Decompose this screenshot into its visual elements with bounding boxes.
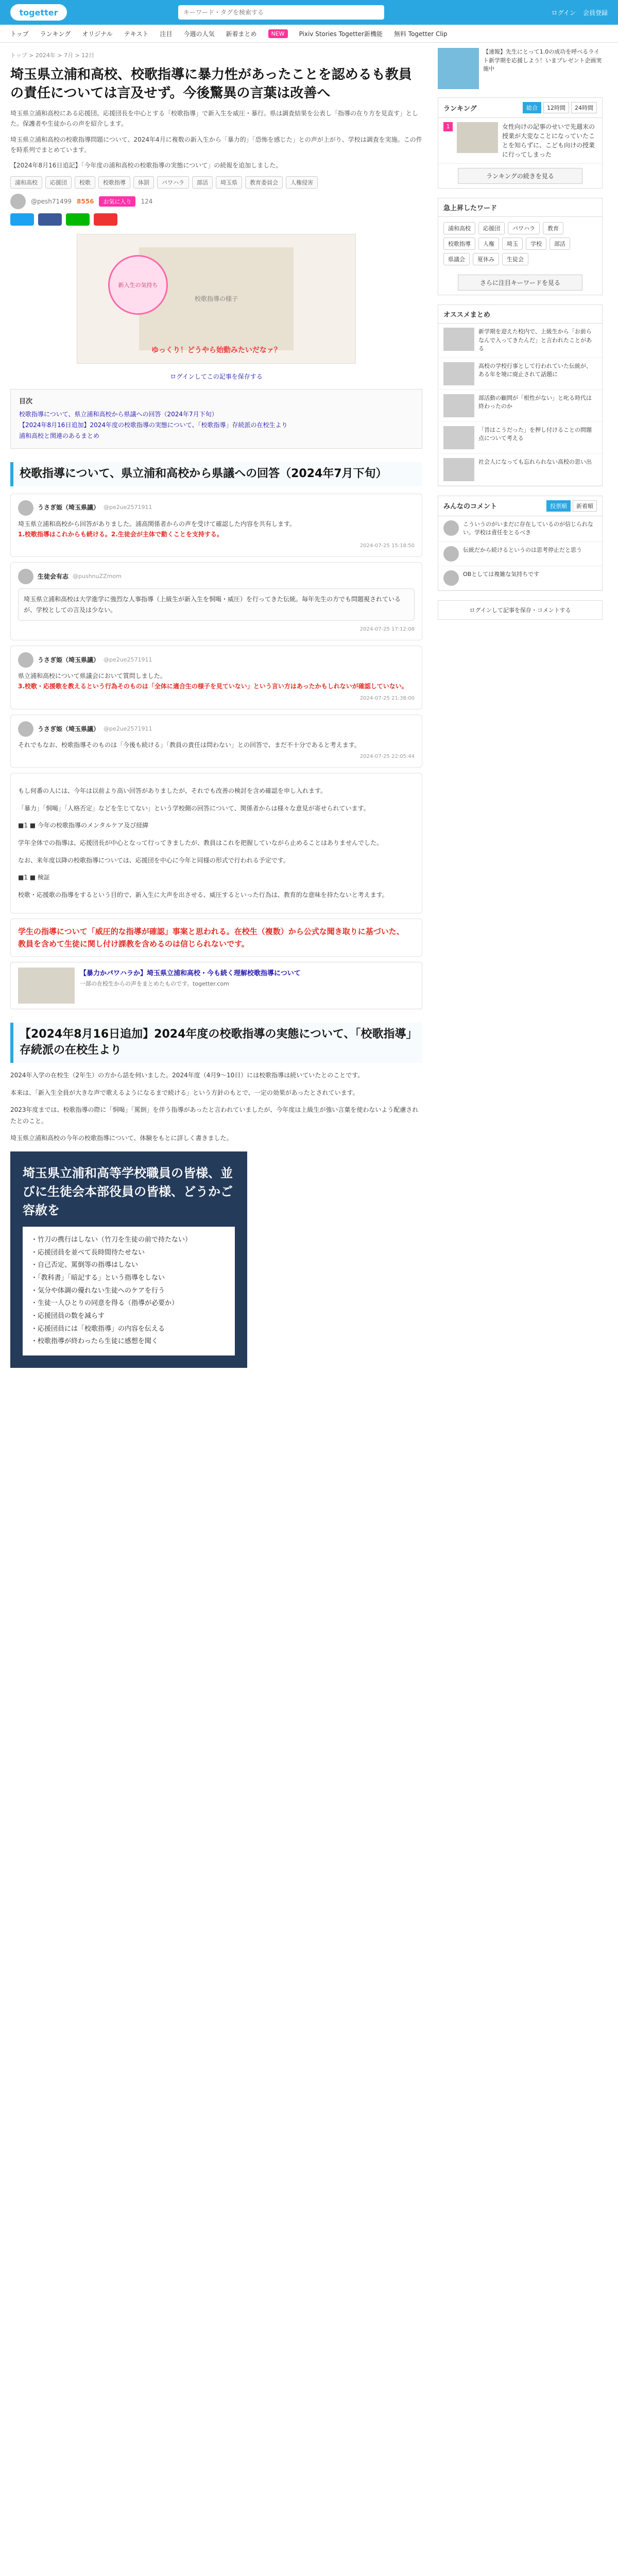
paragraph: 本来は、「新入生全員が大きな声で歌えるようになるまで続ける」という方針のもとで、一定の効果があったとされています。 (10, 1089, 359, 1096)
tweet-card (10, 715, 422, 768)
recommend-item[interactable] (438, 454, 602, 486)
tag-item[interactable]: 校歌指導 (98, 176, 130, 189)
comment-text: 伝統だから続けるというのは思考停止だと思う (463, 546, 582, 553)
comment-item (438, 516, 602, 542)
ranking-more-button[interactable]: ランキングの続きを見る (458, 168, 582, 184)
recommend-thumbnail (443, 394, 474, 417)
tag-item[interactable]: 応援団 (478, 222, 505, 234)
login-link[interactable]: ログイン (551, 9, 576, 16)
tweet-handle[interactable]: @pushnuZZmom (73, 572, 122, 580)
recommend-text: 高校の学校行事として行われていた伝統が、ある年を境に廃止されて話題に (478, 362, 592, 378)
notice-list (23, 1227, 235, 1355)
recommend-panel (438, 304, 603, 486)
article-meta (10, 194, 422, 209)
rank-title: 女性向けの記事のせいで先週末の授業が大変なことになっていたことを知らずに、こども向けの授業に行ってしまった (502, 123, 595, 158)
notice-item: ・自己否定、罵倒等の指導はしない (31, 1261, 139, 1269)
tags-title: 急上昇したワード (443, 205, 497, 212)
tweet-card (10, 494, 422, 557)
notice-image (10, 1151, 247, 1368)
login-box[interactable]: ログインして記事を保存・コメントする (438, 600, 603, 620)
tweet-time[interactable]: 2024-07-25 21:38:00 (359, 695, 415, 701)
recommend-thumbnail (443, 328, 474, 351)
tag-list (10, 176, 422, 189)
comment-item (438, 542, 602, 566)
recommend-item[interactable] (438, 358, 602, 390)
tweet-text: 埼玉県立浦和高校は大学進学に強烈な人事指導（上級生が新入生を恫喝・威圧）を行ってきた伝統。毎年先生の方でも問題視されているが、学校としての言及は少ない。 (24, 596, 401, 614)
tweet-user[interactable]: うさぎ姫（埼玉県議） (38, 656, 100, 664)
toc-item[interactable]: 浦和高校と関連のあるまとめ (19, 432, 100, 439)
hero-caption: ゆっくり！どうやら始動みたいだなァ？ (151, 346, 281, 354)
tag-item[interactable]: パワハラ (508, 222, 540, 234)
main-nav (0, 25, 618, 43)
account-links (552, 8, 608, 17)
tweet-user[interactable]: 生徒会有志 (38, 573, 69, 581)
toc-heading: 目次 (19, 397, 33, 405)
tag-item[interactable]: 学校 (526, 238, 546, 250)
recommend-text: 「昔はこうだった」を押し付けることの問題点について考える (478, 426, 592, 442)
tweet-card (10, 646, 422, 709)
tags-more-button[interactable]: さらに注目キーワードを見る (458, 275, 582, 291)
comments-panel (438, 496, 603, 591)
tab-newest[interactable]: 新着順 (573, 500, 597, 512)
tweet-time[interactable]: 2024-07-25 17:12:08 (359, 626, 415, 633)
tab-votes[interactable]: 投票順 (546, 500, 571, 512)
facebook-share-icon[interactable] (38, 213, 62, 226)
card-desc: 一部の在校生からの声をまとめたものです。togetter.com (80, 980, 229, 988)
tweet-user[interactable]: うさぎ姫（埼玉県議） (38, 725, 100, 733)
notice-title: 埼玉県立浦和高等学校職員の皆様、並びに生徒会本部役員の皆様、どうかご容赦を (23, 1165, 233, 1217)
avatar[interactable] (18, 721, 33, 737)
tweet-time[interactable]: 2024-07-25 15:18:50 (359, 543, 415, 549)
paragraph: 2024年入学の在校生（2年生）の方から話を伺いました。2024年度（4月9～10日）には校歌指導は続いていたとのことです。 (10, 1072, 364, 1079)
comment-item (438, 566, 602, 590)
nav-item-text[interactable]: テキスト (124, 30, 149, 38)
paragraph-heading: ■1 ■ 今年の校歌指導のメンタルケア及び経緯 (18, 822, 149, 829)
recommend-text: 社会人になっても忘れられない高校の思い出 (478, 458, 592, 465)
favorite-count: 124 (141, 197, 153, 205)
rank-number: 1 (443, 122, 453, 131)
nav-item-new[interactable]: 新着まとめ (226, 30, 257, 38)
notice-item: ・生徒一人ひとりの同意を得る（指導が必要か） (31, 1299, 179, 1308)
recommend-item[interactable] (438, 324, 602, 358)
tweet-highlight: 1.校歌指導はこれからも続ける。2.生徒会が主体で動くことを支持する。 (18, 530, 223, 538)
search-input[interactable] (178, 5, 384, 20)
section2-text (10, 1070, 422, 1144)
tag-item[interactable]: 夏休み (473, 253, 499, 265)
paragraph-heading: ■1 ■ 検証 (18, 874, 50, 882)
tag-item[interactable]: 人権 (478, 238, 499, 250)
avatar[interactable] (443, 546, 459, 562)
quoted-tweet[interactable] (18, 588, 415, 621)
tweet-user[interactable]: うさぎ姫（埼玉県議） (38, 504, 100, 512)
tag-item[interactable]: 教育 (543, 222, 563, 234)
recommend-thumbnail (443, 362, 474, 385)
author-avatar[interactable] (10, 194, 26, 209)
tweet-card (10, 562, 422, 640)
twitter-share-icon[interactable] (10, 213, 34, 226)
nav-premium[interactable]: Pixiv Stories Togetter新機能 (299, 30, 383, 38)
promo-text: 【速報】先生にとって1.0の成功を呼べるライト新学期を応援しよう！いまプレゼント企画実施中 (483, 48, 602, 72)
register-link[interactable]: 会員登録 (582, 9, 608, 16)
hero-bubble: 新入生の気持ち (108, 255, 168, 315)
nav-item-weekly[interactable]: 今週の人気 (183, 30, 215, 38)
highlight-text: 学生の指導について「威圧的な指導が確認」事案と思われる。在校生（複数）から公式な聞き取りに基づいた、 (18, 927, 404, 937)
avatar[interactable] (18, 500, 33, 516)
nav-item-top[interactable]: トップ (10, 30, 29, 38)
notice-item: ・応援団員の数を減らす (31, 1312, 105, 1320)
paragraph: なお、来年度以降の校歌指導については、応援団を中心に今年と同様の形式で行われる予定です。 (18, 856, 289, 864)
highlight-text-2: 教員を含めて生徒に関し付け課教を含めるのは信じられないです。 (18, 939, 249, 949)
section-heading: 【2024年8月16日追加】2024年度の校歌指導の実態について、「校歌指導」存続派の在校生より (10, 1023, 422, 1063)
notice-item: ・竹刀の携行はしない（竹刀を生徒の前で持たない） (31, 1235, 192, 1244)
table-of-contents (10, 389, 422, 449)
avatar[interactable] (443, 570, 459, 586)
comment-text: OBとしては複雑な気持ちです (463, 570, 540, 578)
article-lead-3: 【2024年8月16日追記】「今年度の浦和高校の校歌指導の実態について」の続報を追加しました。 (10, 162, 282, 170)
comment-text: こういうのがいまだに存在しているのが信じられない。学校は責任をとるべき (463, 520, 593, 536)
hero-image (77, 234, 356, 364)
tag-item[interactable]: 教育委員会 (245, 176, 283, 189)
notice-item: ・応援団員を並べて長時間待たせない (31, 1248, 145, 1257)
hero-photo: 校歌指導の様子 (139, 247, 294, 350)
paragraph: 埼玉県立浦和高校の今年の校歌指導について、体験をもとに詳しく書きました。 (10, 1134, 233, 1142)
tweet-handle[interactable]: @pe2ue2571911 (104, 504, 152, 511)
paragraph: 学年全体での指導は、応援団長が中心となって行ってきましたが、教員はこれを把握していながら止めることはありませんでした。 (18, 839, 383, 847)
toc-item[interactable]: 校歌指導について、県立浦和高校から県議への回答（2024年7月下旬） (19, 410, 218, 418)
paragraph: もし何番の人には、今年は以前より高い回答がありましたが、それでも改善の検討を含め確認を申し入れます。 (18, 787, 327, 795)
nav-clip[interactable]: 無料 Togetter Clip (393, 30, 448, 38)
tag-item[interactable]: 浦和高校 (443, 222, 475, 234)
tag-item[interactable]: 応援団 (45, 176, 72, 189)
tag-item[interactable]: 体罰 (133, 176, 154, 189)
tweet-text: 県立浦和高校について県議会において質問しました。 (18, 672, 166, 680)
tweet-highlight: 3.校歌・応援歌を教えるという行為そのものは「全体に適合生の様子を見ていない」という言い方はあったかもしれないが確認していない。 (18, 683, 408, 690)
article-lead-2: 埼玉県立浦和高校の校歌指導問題について、2024年4月に複数の新入生から「暴力的」「恐怖を感じた」との声が上がり、学校は調査を実施。この件を時系列でまとめています。 (10, 135, 422, 154)
line-share-icon[interactable] (66, 213, 90, 226)
section-heading: 校歌指導について、県立浦和高校から県議への回答（2024年7月下旬） (10, 462, 422, 486)
breadcrumb[interactable]: トップ > 2024年 > 7月 > 12日 (10, 52, 95, 59)
tag-item[interactable]: 人権侵害 (286, 176, 318, 189)
card-title[interactable]: 【暴力かパワハラか】埼玉県立浦和高校・今も続く理解校歌指導について (80, 970, 301, 978)
paragraph: 校歌・応援歌の指導をするという目的で、新入生に大声を出させる、威圧するといった行為は、教育的な意味を持たないと考えます。 (18, 891, 388, 899)
tag-item[interactable]: 浦和高校 (10, 176, 42, 189)
paragraph: 2023年度までは、校歌指導の際に「恫喝」「罵倒」を伴う指導があったと言われていましたが、今年度は上級生が強い言葉を使わないよう配慮されたとのこと。 (10, 1106, 419, 1125)
nav-item-featured[interactable]: 注目 (160, 30, 173, 38)
link-card[interactable] (10, 962, 422, 1009)
tag-item[interactable]: 生徒会 (502, 253, 528, 265)
long-text-block (10, 773, 422, 913)
hatena-share-icon[interactable] (94, 213, 117, 226)
save-login-link[interactable]: ログインしてこの記事を保存する (170, 372, 263, 380)
ranking-title: ランキング (443, 105, 477, 113)
ranking-item[interactable] (438, 118, 602, 164)
sidebar (438, 48, 603, 1375)
nav-item-ranking[interactable]: ランキング (40, 30, 71, 38)
recommend-item[interactable] (438, 422, 602, 454)
tags-panel (438, 198, 603, 295)
favorite-button[interactable]: お気に入り (99, 196, 135, 207)
tweet-text: それでもなお、校歌指導そのものは「今後も続ける」「教員の責任は問わない」との回答で、まだ不十分であると考えます。 (18, 741, 360, 749)
comments-title: みんなのコメント (443, 503, 497, 511)
recommend-text: 新学期を迎えた校内で、上級生から「お前らなんで入ってきたんだ」と言われたことがある (478, 328, 592, 352)
tag-item[interactable]: 県議会 (443, 253, 470, 265)
notice-item: ・応援団員には「校歌指導」の内容を伝える (31, 1325, 165, 1333)
author-handle[interactable]: @pesh71499 (31, 197, 72, 205)
page-title: 埼玉県立浦和高校、校歌指導に暴力性があったことを認めるも教員の責任については言及せず。今後驚異の言葉は改善へ (10, 67, 412, 101)
notice-item: ・校歌指導が終わったら生徒に感想を聞く (31, 1337, 158, 1346)
avatar[interactable] (18, 652, 33, 668)
article-main (10, 48, 422, 1375)
nav-item-original[interactable]: オリジナル (82, 30, 113, 38)
article-lead: 埼玉県立浦和高校にある応援団、応援団長を中心とする「校歌指導」で新入生を威圧・暴行。県は調査結果を公表し「指導の在り方を見直す」とした。保護者や生徒からの声を紹介します。 (10, 109, 419, 128)
recommend-thumbnail (443, 426, 474, 449)
tag-item[interactable]: 部活 (550, 238, 570, 250)
view-count: 8556 (77, 197, 94, 205)
new-badge: NEW (268, 29, 288, 38)
tweet-handle[interactable]: @pe2ue2571911 (104, 725, 152, 732)
tag-item[interactable]: 校歌指導 (443, 238, 475, 250)
notice-item: ・気分や体調の優れない生徒へのケアを行う (31, 1286, 165, 1295)
promo-banner[interactable] (438, 48, 603, 89)
rank-thumbnail (457, 122, 498, 153)
tweet-text: 埼玉県立浦和高校から回答がありました。浦高関係者からの声を受けて確認した内容を共有します。 (18, 520, 296, 528)
avatar[interactable] (443, 520, 459, 536)
promo-image (438, 48, 479, 89)
tweet-card (10, 919, 422, 957)
card-thumbnail (18, 968, 75, 1004)
togetter-logo[interactable]: togetter (10, 4, 67, 21)
tweet-handle[interactable]: @pe2ue2571911 (104, 656, 152, 663)
recommend-text: 部活動の顧問が「根性がない」と叱る時代は終わったのか (478, 394, 592, 410)
top-bar (0, 0, 618, 25)
tag-item[interactable]: パワハラ (157, 176, 189, 189)
share-buttons (10, 213, 422, 226)
notice-item: ・「教科書」「暗記する」という指導をしない (31, 1274, 165, 1282)
avatar[interactable] (18, 569, 33, 584)
tab-24h[interactable]: 24時間 (571, 102, 597, 113)
paragraph: 「暴力」「恫喝」「人格否定」などを生じてない」という学校側の回答について、関係者からは様々な意見が寄せられています。 (18, 804, 370, 812)
tag-item[interactable]: 校歌 (75, 176, 95, 189)
tag-item[interactable]: 埼玉県 (216, 176, 242, 189)
tag-item[interactable]: 埼玉 (502, 238, 523, 250)
toc-item[interactable]: 【2024年8月16日追加】2024年度の校歌指導の実態について、「校歌指導」存続派の在校生より (19, 421, 288, 429)
ranking-panel (438, 97, 603, 189)
recommend-title: オススメまとめ (443, 311, 490, 319)
recommend-thumbnail (443, 458, 474, 481)
tag-item[interactable]: 部活 (192, 176, 213, 189)
tweet-time[interactable]: 2024-07-25 22:05:44 (359, 754, 415, 760)
tab-overall[interactable]: 総合 (523, 102, 541, 113)
tab-12h[interactable]: 12時間 (543, 102, 569, 113)
recommend-item[interactable] (438, 390, 602, 422)
